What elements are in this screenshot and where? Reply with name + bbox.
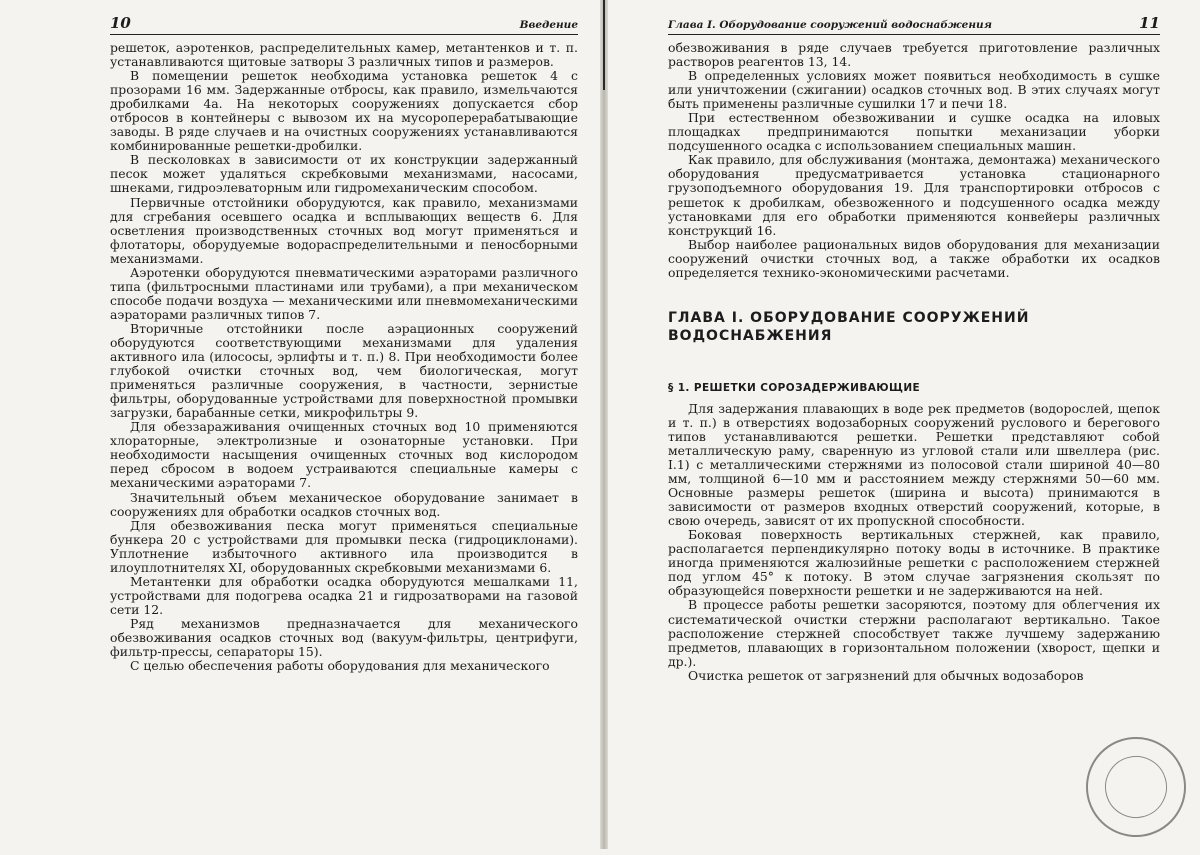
chapter-title: ГЛАВА I. ОБОРУДОВАНИЕ СООРУЖЕНИЙ ВОДОСНАБЖЕНИЯ — [668, 309, 1030, 344]
paragraph: В помещении решеток необходима установка решеток 4 с прозорами 16 мм. Задержанные отбросы, как правило, измельчаются дробилками 4а. На некоторых сооружениях допускается сбор отбросов в контейнеры с вывозом их на мусороперерабатывающие заводы. В ряде случаев и на очистных сооружениях устанавливаются комбинированные решетки-дробилки. — [110, 68, 578, 154]
left-running-head — [110, 14, 578, 35]
paragraph: Выбор наиболее рациональных видов оборудования для механизации сооружений очистки сточных вод, а также обработки их осадков определяется технико-экономическими расчетами. — [668, 236, 1160, 280]
paragraph: Как правило, для обслуживания (монтажа, демонтажа) механического оборудования предусматривается установка стационарного грузоподъемного оборудования 19. Для транспортировки отбросов с решеток к дробилкам, обезвоженного и подсушенного осадка между установками для его обработки применяются конвейеры различных конструкций 16. — [668, 152, 1160, 238]
left-page — [0, 0, 600, 849]
paragraph: Аэротенки оборудуются пневматическими аэраторами различного типа (фильтросными пластинами или трубами), а при механическом способе подачи воздуха — механическими или пневмомеханическими аэраторами различных типов 7. — [110, 264, 578, 322]
paragraph: Для задержания плавающих в воде рек предметов (водорослей, щепок и т. п.) в отверстиях водозаборных сооружений руслового и берегового типов устанавливаются решетки. Решетки представляют собой металлическую раму, сваренную из угловой стали или швеллера (рис. I.1) с металлическими стержнями из полосовой стали шириной 40—80 мм, толщиной 6—10 мм и расстоянием между стержнями 50—60 мм. Основные размеры решеток (ширина и высота) принимаются в зависимости от размеров входных отверстий сооружений, которые, в свою очередь, зависят от их пропускной способности. — [668, 400, 1160, 529]
right-page — [608, 0, 1200, 849]
paragraph: В процессе работы решетки засоряются, поэтому для облегчения их систематической очистки стержни располагают вертикально. Такое расположение стержней способствует также лучшему задержанию предметов, плавающих в горизонтальном положении (хворост, щепки и др.). — [668, 597, 1160, 669]
paragraph: Для обезвоживания песка могут применяться специальные бункера 20 с устройствами для промывки песка (гидроциклонами). Уплотнение избыточного активного ила производится в илоуплотнителях XI, оборудованных скребковыми механизмами 6. — [110, 517, 578, 575]
paragraph: С целью обеспечения работы оборудования для механического — [130, 658, 550, 674]
paragraph: решеток, аэротенков, распределительных камер, метантенков и т. п. устанавливаются щитовые затворы 3 различных типов и размеров. — [110, 40, 578, 70]
right-running-title: Глава I. Оборудование сооружений водоснабжения — [668, 19, 992, 31]
book-gutter — [600, 0, 608, 849]
paragraph: Вторичные отстойники после аэрационных сооружений оборудуются соответствующими механизмами для удаления активного ила (илососы, эрлифты и т. п.) 8. При необходимости более глубокой очистки сточных вод, чем биологическая, могут применяться различные сооружения, в частности, зернистые фильтры, оборудованные устройствами для поверхностной промывки загрузки, барабанные сетки, микрофильтры 9. — [110, 320, 578, 421]
left-page-number: 10 — [110, 14, 131, 32]
paragraph: Для обеззараживания очищенных сточных вод 10 применяются хлораторные, электролизные и озонаторные установки. При необходимости насыщения очищенных сточных вод кислородом перед сбросом в водоем устраиваются специальные камеры с механическими аэраторами 7. — [110, 419, 578, 491]
paragraph: Ряд механизмов предназначается для механического обезвоживания осадков сточных вод (вакуум-фильтры, центрифуги, фильтр-прессы, сепараторы 15). — [110, 615, 578, 660]
right-running-head — [668, 14, 1160, 35]
paragraph: Боковая поверхность вертикальных стержней, как правило, располагается перпендикулярно потоку воды в источнике. В практике иногда применяются жалюзийные решетки с расположением стержней под углом 45° к потоку. В этом случае загрязнения скользят по образующейся поверхности решетки и не задерживаются на ней. — [668, 527, 1160, 599]
right-page-number: 11 — [1139, 14, 1160, 32]
paragraph: Первичные отстойники оборудуются, как правило, механизмами для сгребания осевшего осадка и всплывающих веществ 6. Для осветления производственных сточных вод могут применяться и флотаторы, оборудуемые водораспределительными и пеносборными механизмами. — [110, 194, 578, 266]
paragraph: Очистка решеток от загрязнений для обычных водозаборов — [688, 667, 1084, 683]
section-title: § 1. РЕШЕТКИ СОРОЗАДЕРЖИВАЮЩИЕ — [668, 381, 921, 394]
paragraph: В определенных условиях может появиться необходимость в сушке или уничтожении (сжигании) осадков сточных вод. В этих случаях могут быть применены различные сушилки 17 и печи 18. — [668, 68, 1160, 112]
paragraph: Значительный объем механическое оборудование занимает в сооружениях для обработки осадков сточных вод. — [110, 489, 578, 519]
stamp-inner-ring — [1094, 745, 1178, 829]
paragraph: обезвоживания в ряде случаев требуется приготовление различных растворов реагентов 13, 14. — [668, 40, 1160, 70]
paragraph: Метантенки для обработки осадка оборудуются мешалками 11, устройствами для подогрева осадка 21 и гидрозатворами на газовой сети 12. — [110, 573, 578, 617]
left-running-title: Введение — [519, 19, 578, 31]
paragraph: В песколовках в зависимости от их конструкции задержанный песок может удаляться скребковыми механизмами, насосами, шнеками, гидроэлеваторным или гидромеханическим способом. — [110, 152, 578, 196]
paragraph: При естественном обезвоживании и сушке осадка на иловых площадках предпринимаются попытки механизации уборки подсушенного осадка с использованием специальных машин. — [668, 110, 1160, 154]
